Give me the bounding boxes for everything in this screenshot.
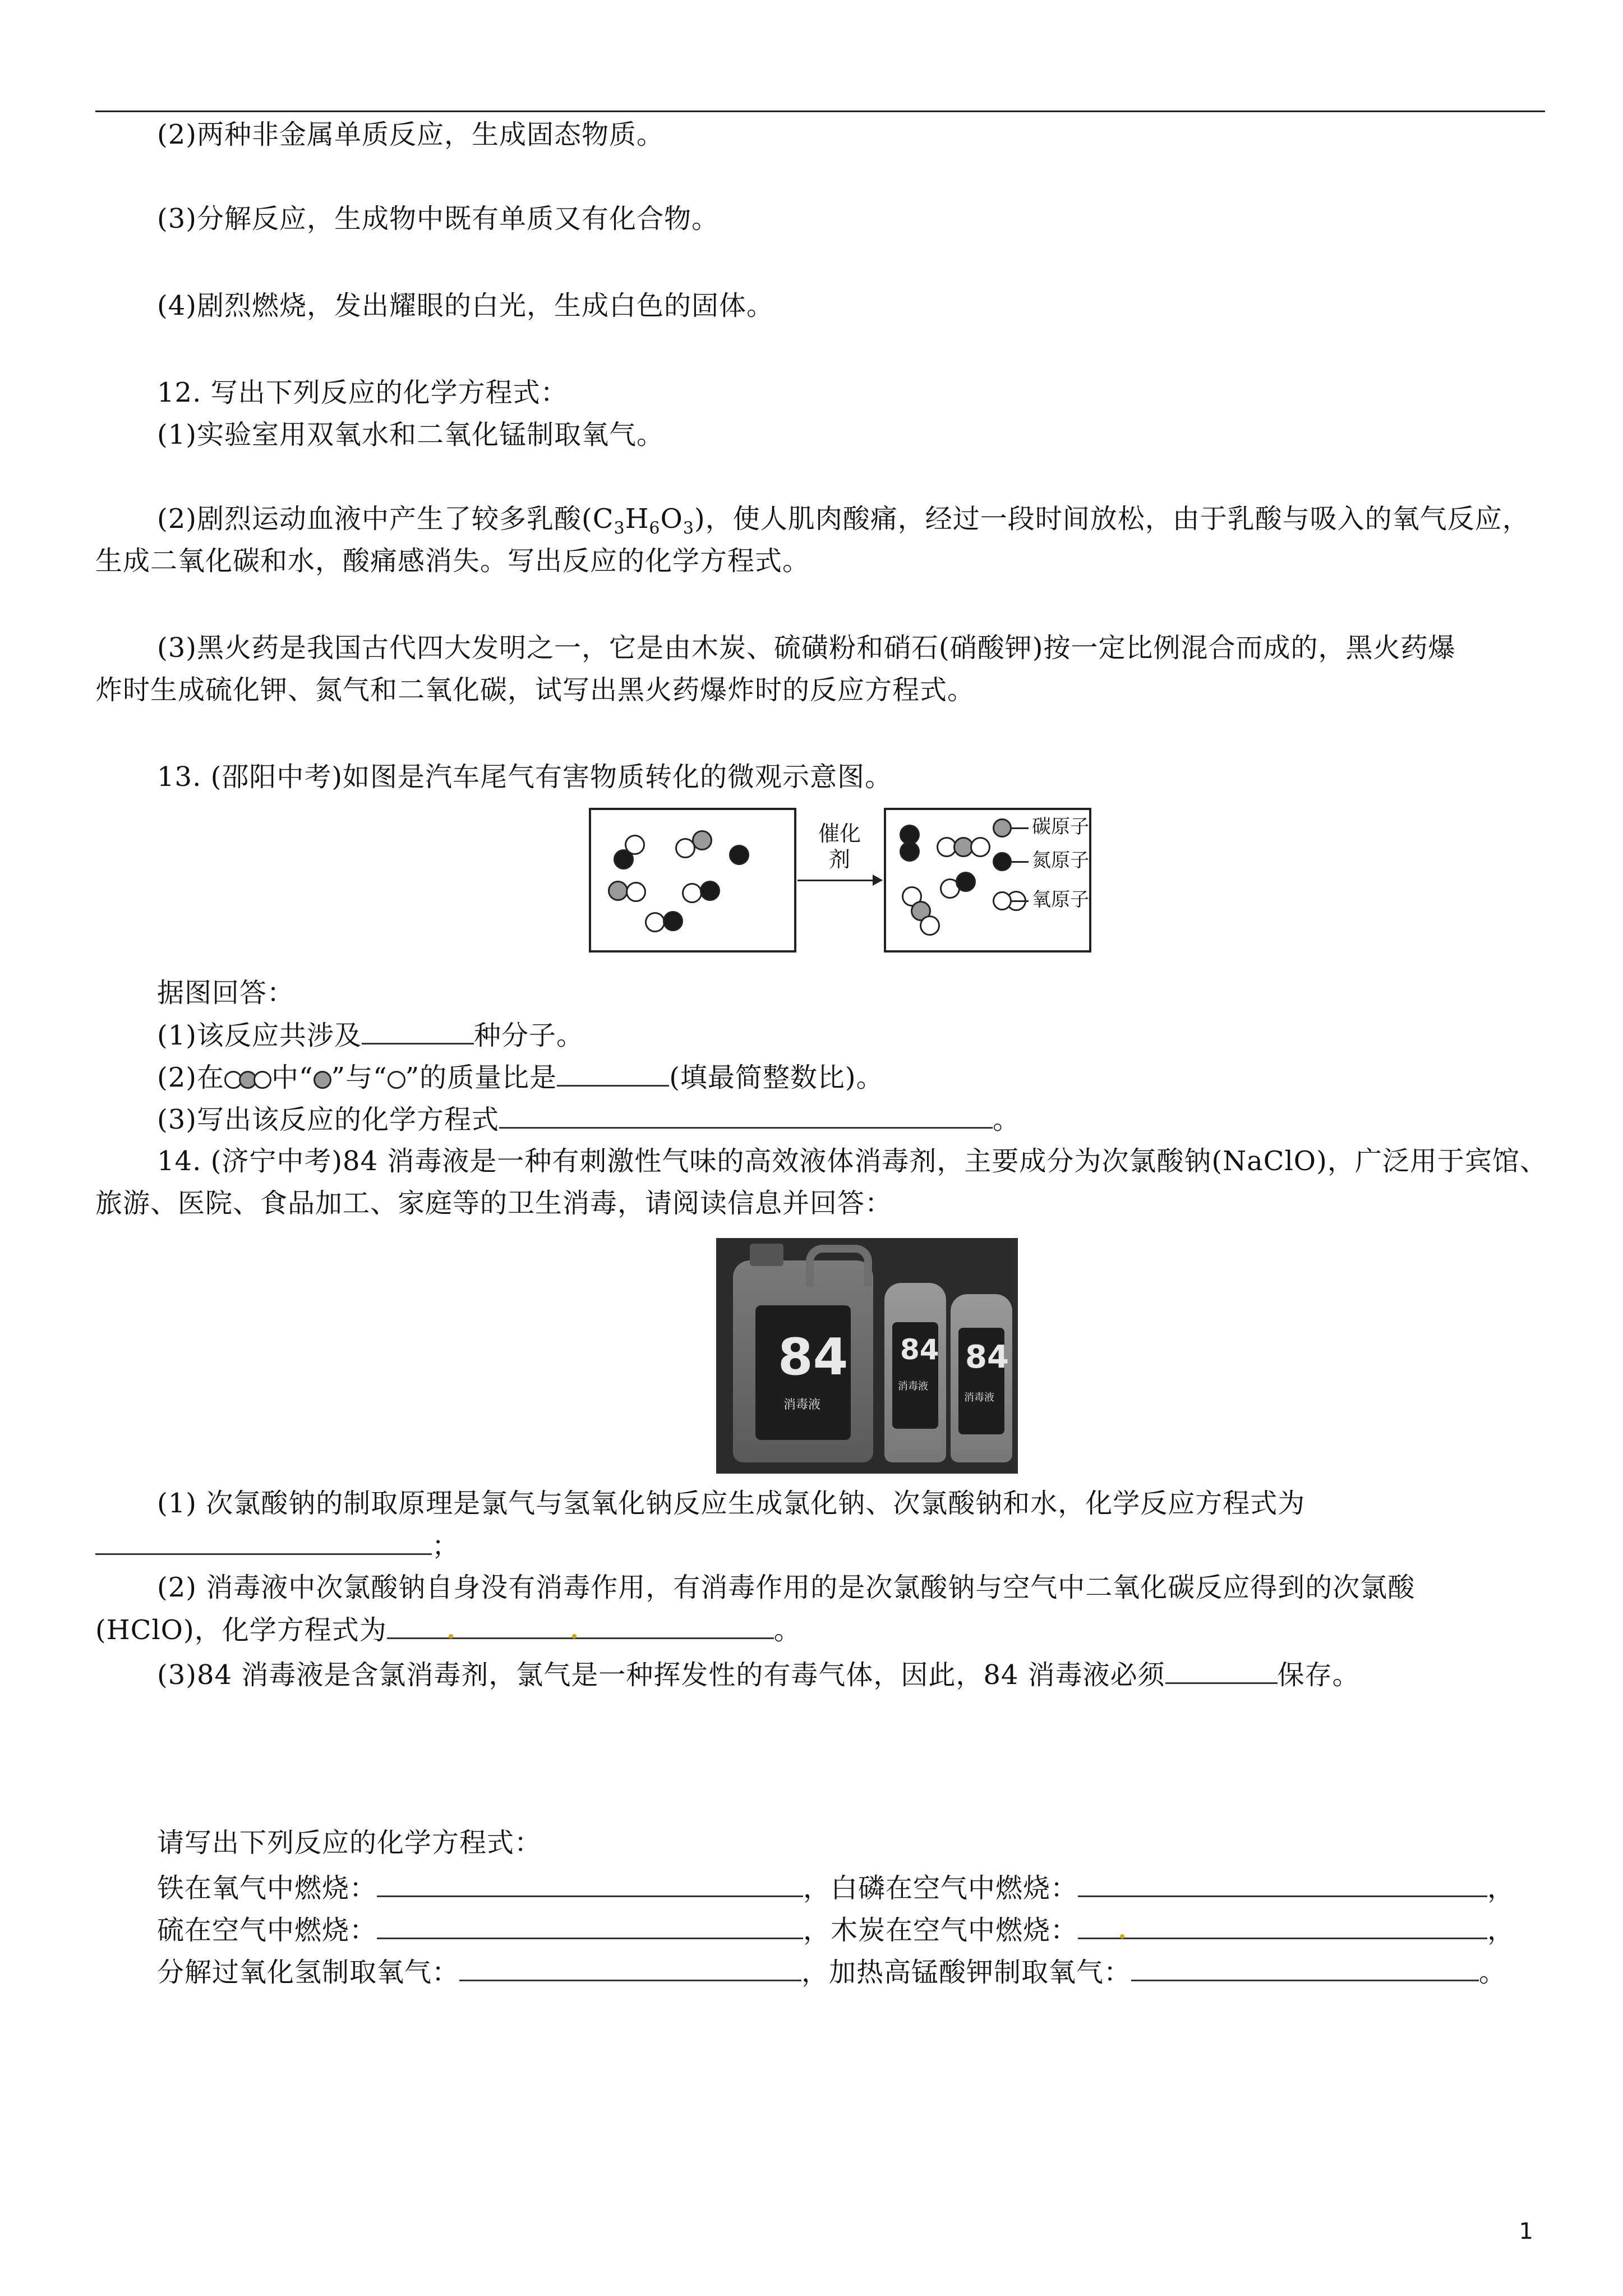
molecular-diagram (589, 808, 1122, 954)
lactic-acid-formula: $C_3H_6O_3$ (592, 503, 694, 539)
answer-blank[interactable] (499, 1102, 993, 1129)
exercise-row-1: 铁在氧气中燃烧： ，白磷在空气中燃烧： ， (157, 1871, 1515, 1905)
carbon-atom (993, 818, 1012, 838)
answer-blank[interactable] (1131, 1955, 1479, 1981)
oxygen-atom (970, 837, 990, 857)
oxygen-atom (645, 912, 665, 932)
product-name-bottle-2: 消毒液 (964, 1392, 994, 1404)
q11-item-4: (4)剧烈燃烧，发出耀眼的白光，生成白色的固体。 (157, 290, 774, 321)
exercise-title: 请写出下列反应的化学方程式： (157, 1827, 542, 1858)
q14-item-3: (3)84 消毒液是含氯消毒剂，氯气是一种挥发性的有毒气体，因此，84 消毒液必须 保存。 (157, 1658, 1360, 1692)
legend-nitrogen: 氮原子 (993, 849, 1089, 872)
nitrogen-atom (729, 845, 749, 865)
answer-blank[interactable] (1078, 1871, 1487, 1897)
small-bottle-image (951, 1294, 1012, 1462)
carbon-atom (692, 830, 712, 850)
oxygen-atom-icon (388, 1071, 405, 1089)
q11-item-2: (2)两种非金属单质反应，生成固态物质。 (157, 119, 664, 150)
large-jug-image (733, 1260, 873, 1462)
answer-blank[interactable] (1078, 1913, 1487, 1939)
oxygen-atom (682, 883, 702, 903)
q13-item-1: (1)该反应共涉及 种分子。 (157, 1018, 584, 1052)
q14-item-2-line1: (2) 消毒液中次氯酸钠自身没有消毒作用，有消毒作用的是次氯酸钠与空气中二氧化碳反应得到的次氯酸 (157, 1572, 1415, 1603)
q13-title: 13. (邵阳中考)如图是汽车尾气有害物质转化的微观示意图。 (157, 761, 893, 793)
q11-item-3: (3)分解反应，生成物中既有单质又有化合物。 (157, 203, 719, 234)
answer-blank[interactable] (387, 1613, 774, 1639)
brand-number-jug: 84 (778, 1328, 849, 1387)
oxygen-atom (920, 915, 940, 936)
brand-number-bottle-1: 84 (900, 1333, 939, 1366)
q12-item-2-text-a: (2)剧烈运动血液中产生了较多乳酸( (157, 503, 593, 535)
oxygen-atom (625, 835, 645, 855)
q12-item-3-line2: 炸时生成硫化钾、氮气和二氧化碳，试写出黑火药爆炸时的反应方程式。 (95, 674, 975, 706)
q12-item-2-text-b: )，使人肌肉酸痛，经过一段时间放松，由于乳酸与吸入的氧气反应， (694, 503, 1530, 535)
nitrogen-atom (900, 841, 920, 862)
q12-item-2-line2: 生成二氧化碳和水，酸痛感消失。写出反应的化学方程式。 (95, 545, 810, 577)
page-number: 1 (1519, 2219, 1533, 2244)
header-rule (95, 111, 1545, 112)
catalyst-label-line2: 剂 (828, 847, 850, 872)
reactants-box (589, 808, 796, 953)
product-name-bottle-1: 消毒液 (898, 1381, 928, 1392)
nitrogen-atom (700, 881, 720, 901)
answer-blank[interactable] (377, 1871, 803, 1897)
oxygen-atom (993, 891, 1012, 910)
q12-title: 12. 写出下列反应的化学方程式： (157, 377, 568, 408)
nitrogen-atom (993, 852, 1012, 871)
legend-carbon: 碳原子 (993, 816, 1089, 838)
answer-blank[interactable] (95, 1529, 432, 1555)
exercise-row-2: 硫在空气中燃烧： ，木炭在空气中燃烧： ， (157, 1913, 1515, 1947)
q14-item-2-line2: (HClO)，化学方程式为 。 (95, 1613, 801, 1647)
answer-blank[interactable] (557, 1060, 669, 1087)
q14-item-1-line1: (1) 次氯酸钠的制取原理是氯气与氢氧化钠反应生成氯化钠、次氯酸钠和水，化学反应方程式为 (157, 1488, 1306, 1519)
legend-oxygen: 氧原子 (993, 889, 1089, 911)
q13-item-3: (3)写出该反应的化学方程式 。 (157, 1102, 1020, 1137)
co2-molecule-icon (224, 1063, 271, 1097)
disinfectant-product-photo (716, 1238, 1018, 1474)
answer-blank[interactable] (377, 1913, 803, 1939)
q13-intro: 据图回答： (157, 977, 295, 1009)
reaction-arrow (797, 880, 882, 881)
q14-item-1-line2: ； (95, 1529, 459, 1563)
q12-item-2-line1 (157, 502, 1530, 546)
small-bottle-image (884, 1283, 946, 1462)
answer-blank[interactable] (459, 1955, 801, 1981)
answer-blank[interactable] (362, 1018, 474, 1045)
nitrogen-atom (663, 911, 683, 931)
answer-blank[interactable] (1165, 1658, 1278, 1684)
q13-item-2: (2)在 中“ ”与“ ”的质量比是 (填最简整数比)。 (157, 1060, 884, 1097)
exercise-row-3: 分解过氧化氢制取氧气： ，加热高锰酸钾制取氧气： 。 (157, 1955, 1506, 1989)
q14-line1: 14. (济宁中考)84 消毒液是一种有刺激性气味的高效液体消毒剂，主要成分为次氯酸钠(NaClO)，广泛用于宾馆、 (157, 1145, 1547, 1177)
product-name-jug: 消毒液 (783, 1398, 821, 1412)
catalyst-label-line1: 催化 (818, 821, 861, 846)
carbon-atom-icon (313, 1071, 331, 1089)
nitrogen-atom (956, 872, 976, 892)
q14-line2: 旅游、医院、食品加工、家庭等的卫生消毒，请阅读信息并回答： (95, 1188, 893, 1219)
brand-number-bottle-2: 84 (965, 1339, 1009, 1375)
carbon-atom (608, 881, 628, 901)
oxygen-atom (626, 882, 646, 902)
q12-item-1: (1)实验室用双氧水和二氧化锰制取氧气。 (157, 419, 664, 450)
q12-item-3-line1: (3)黑火药是我国古代四大发明之一，它是由木炭、硫磺粉和硝石(硝酸钾)按一定比例混合而成的，黑火药爆 (157, 632, 1456, 664)
